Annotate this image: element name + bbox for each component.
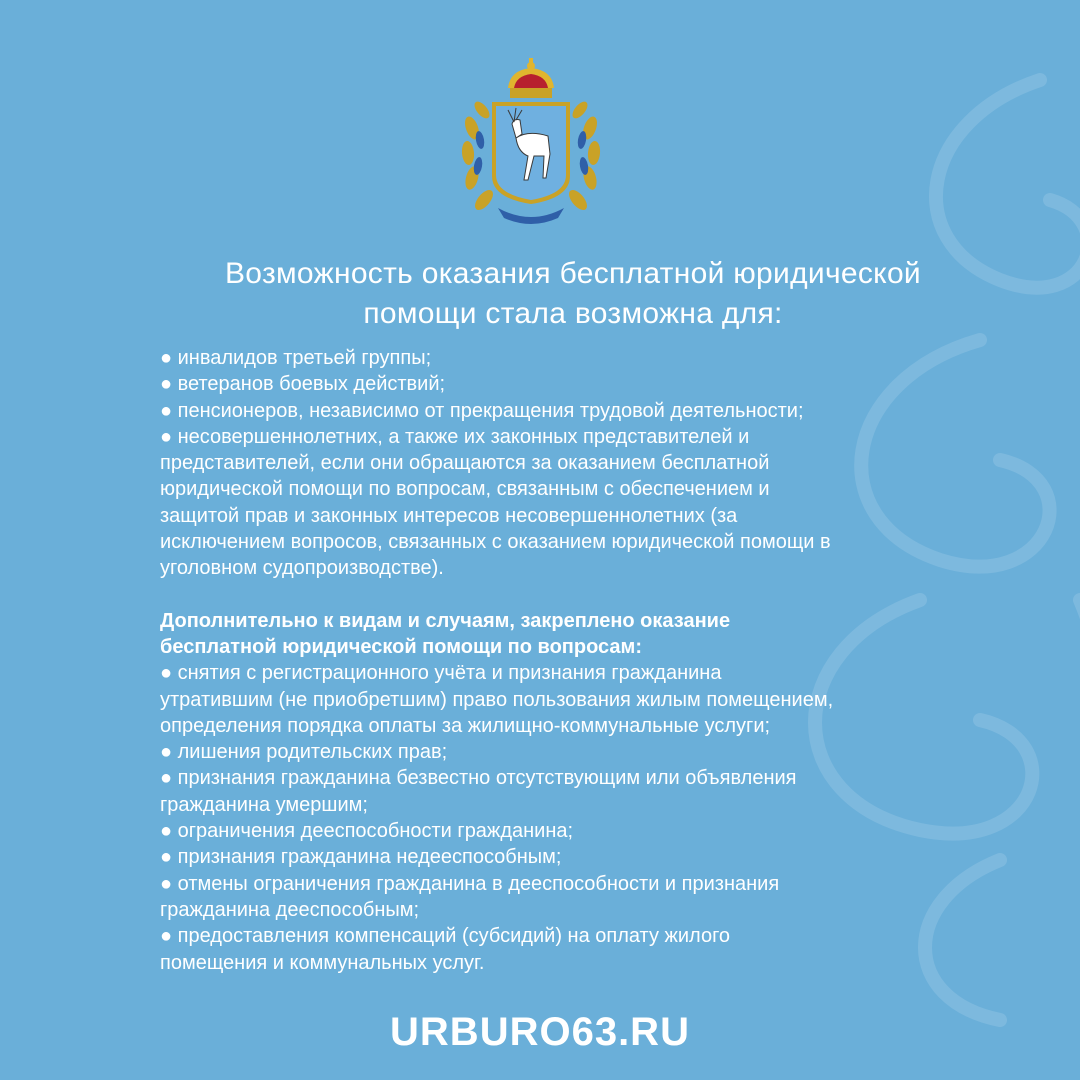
list-item: ● инвалидов третьей группы;: [160, 347, 432, 369]
list-item: юридической помощи по вопросам, связанным с обеспечением и: [160, 478, 770, 501]
list-item: утратившим (не приобретшим) право пользования жилым помещением,: [160, 688, 834, 711]
headline-line-1: Возможность оказания бесплатной юридической: [225, 257, 921, 290]
list-item: ● лишения родительских прав;: [160, 741, 448, 764]
list-item: ● предоставления компенсаций (субсидий) на оплату жилого: [160, 925, 731, 948]
content: [160, 345, 1040, 976]
footer-url: URBURO63.RU: [390, 1010, 690, 1054]
list-item: ● признания гражданина безвестно отсутствующим или объявления: [160, 767, 797, 790]
list-item: ● снятия с регистрационного учёта и признания гражданина: [160, 662, 722, 685]
list-item: ● пенсионеров, независимо от прекращения трудовой деятельности;: [160, 399, 804, 422]
list-item: ● несовершеннолетних, а также их законных представителей и: [160, 425, 750, 448]
samara-coat-of-arms-icon: [458, 58, 604, 224]
list-item: ● ограничения дееспособности гражданина;: [160, 820, 574, 843]
list-item: защитой прав и законных интересов несовершеннолетних (за: [160, 504, 738, 527]
list-item: ● отмены ограничения гражданина в дееспособности и признания: [160, 872, 780, 895]
section-title: Дополнительно к видам и случаям, закреплено оказание: [160, 609, 731, 632]
list-item: уголовном судопроизводстве).: [160, 557, 444, 580]
section-title: бесплатной юридической помощи по вопросам:: [160, 635, 642, 658]
list-item: ● ветеранов боевых действий;: [160, 373, 446, 396]
list-item: помещения и коммунальных услуг.: [160, 951, 485, 974]
list-item: определения порядка оплаты за жилищно-коммунальные услуги;: [160, 714, 771, 737]
list-item: представителей, если они обращаются за оказанием бесплатной: [160, 452, 770, 475]
list-item: гражданина умершим;: [160, 793, 368, 816]
headline: [100, 254, 1046, 334]
list-item: гражданина дееспособным;: [160, 898, 420, 921]
headline-line-2: помощи стала возможна для:: [363, 297, 783, 330]
list-item: ● признания гражданина недееспособным;: [160, 846, 562, 869]
list-item: исключением вопросов, связанных с оказанием юридической помощи в: [160, 531, 831, 554]
